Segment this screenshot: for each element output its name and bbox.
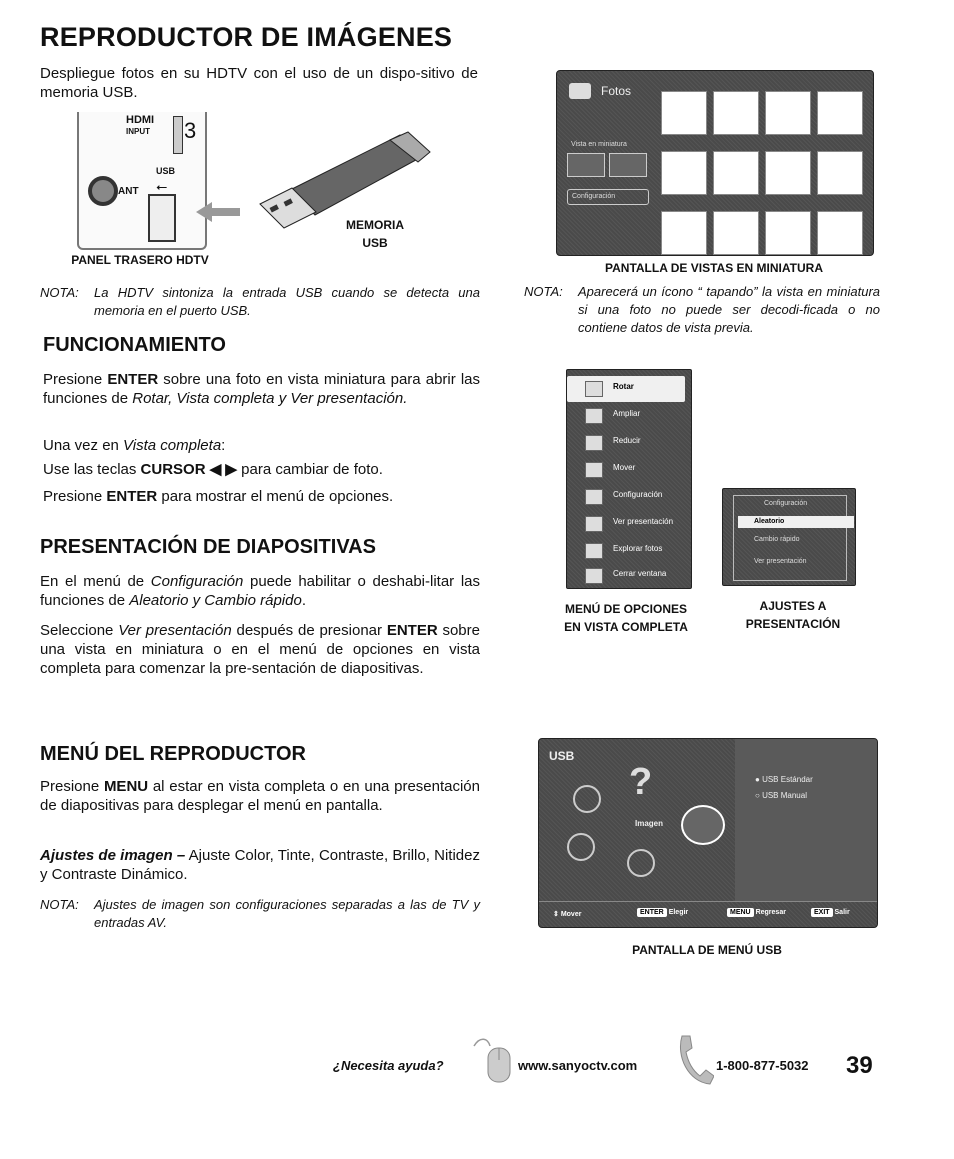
footer-exit: EXIT Salir	[811, 908, 850, 917]
picture-settings-icon[interactable]	[573, 785, 601, 813]
footer-menu: MENU Regresar	[727, 908, 786, 917]
view-label: Vista en miniatura	[571, 141, 627, 148]
hdmi-port	[173, 116, 183, 154]
arrow-head-icon	[196, 202, 212, 222]
close-icon	[585, 568, 603, 584]
help-text: ¿Necesita ayuda?	[333, 1058, 444, 1073]
thumbnail-title: Fotos	[601, 84, 632, 98]
thumbnail[interactable]	[661, 91, 707, 135]
hdmi-number: 3	[184, 118, 197, 143]
usb-selected-icon[interactable]	[681, 805, 725, 845]
heading-menu-reproductor: MENÚ DEL REPRODUCTOR	[40, 743, 306, 765]
audio-icon[interactable]	[627, 849, 655, 877]
usb-port	[148, 194, 176, 242]
note-right: NOTA: Aparecerá un ícono “ tapando” la vista en miniatura si una foto no puede ser decodi-ficada o no contiene datos de vista previa.	[524, 284, 880, 335]
usb-stick-icon	[250, 130, 440, 230]
heading-funcionamiento: FUNCIONAMIENTO	[43, 334, 226, 356]
menu-item-ampliar[interactable]: Ampliar	[567, 403, 685, 429]
ant-label: ANT	[118, 186, 139, 197]
funcionamiento-p1: Presione ENTER sobre una foto en vista miniatura para abrir las funciones de Rotar, Vista completa y Ver presentación.	[43, 371, 481, 407]
ant-connector-icon	[88, 176, 118, 206]
insert-arrow-icon	[210, 208, 240, 216]
usb-symbol-icon: ⭠	[156, 178, 168, 194]
funcionamiento-p3: Use las teclas CURSOR ◀ ▶ para cambiar de foto.	[43, 461, 383, 478]
menu-item-configuracion[interactable]: Configuración	[567, 484, 685, 510]
usb-menu-caption: PANTALLA DE MENÚ USB	[632, 943, 782, 957]
options-menu-screen	[566, 369, 692, 589]
camera-icon	[569, 83, 591, 99]
thumbnail[interactable]	[713, 151, 759, 195]
hdmi-label: HDMI INPUT	[126, 114, 155, 136]
setting-cambio-rapido[interactable]: Cambio rápido	[754, 536, 800, 543]
phone-icon	[674, 1032, 714, 1086]
setting-aleatorio[interactable]: Aleatorio	[738, 516, 854, 528]
thumbnail[interactable]	[765, 211, 811, 255]
thumbnail[interactable]	[713, 211, 759, 255]
thumbnail[interactable]	[765, 91, 811, 135]
usb-center-label: Imagen	[635, 819, 664, 828]
rotate-icon	[585, 381, 603, 397]
menu-item-mover[interactable]: Mover	[567, 457, 685, 483]
presentacion-p1: En el menú de Configuración puede habilitar o deshabi-litar las funciones de Aleatorio y Cambio rápido.	[40, 573, 480, 609]
mouse-icon	[470, 1036, 514, 1086]
view-button-1[interactable]	[567, 153, 605, 177]
tv-panel-caption: PANEL TRASERO HDTV	[71, 253, 209, 267]
usb-footer-bar	[539, 901, 877, 928]
menu-item-rotar[interactable]: Rotar	[567, 376, 685, 402]
setting-ver-presentacion[interactable]: Ver presentación	[754, 558, 807, 565]
slideshow-settings-caption: AJUSTES A PRESENTACIÓN	[745, 599, 841, 631]
menu-reproductor-p1: Presione MENU al estar en vista completa o en una presentación de diapositivas para desplegar el menú en pantalla.	[40, 778, 480, 814]
setup-icon[interactable]	[567, 833, 595, 861]
thumbnail[interactable]	[817, 151, 863, 195]
page-title: REPRODUCTOR DE IMÁGENES	[40, 22, 453, 52]
website-link[interactable]: www.sanyoctv.com	[518, 1058, 638, 1073]
memory-usb-caption: MEMORIA USB	[346, 218, 404, 250]
config-button[interactable]: Configuración	[567, 189, 649, 205]
usb-label: USB	[156, 166, 176, 176]
heading-presentacion: PRESENTACIÓN DE DIAPOSITIVAS	[40, 536, 376, 558]
slideshow-settings-screen	[722, 488, 856, 586]
menu-reproductor-p2: Ajustes de imagen – Ajuste Color, Tinte, Contraste, Brillo, Nitidez y Contraste Dinámico.	[40, 847, 480, 883]
thumbnail-screen	[556, 70, 874, 256]
funcionamiento-p2: Una vez en Vista completa:	[43, 437, 226, 454]
settings-title: Configuración	[764, 500, 808, 507]
menu-item-reducir[interactable]: Reducir	[567, 430, 685, 456]
options-menu-caption: MENÚ DE OPCIONES EN VISTA COMPLETA	[564, 602, 688, 634]
usb-menu-title: USB	[549, 749, 575, 763]
settings-icon	[585, 489, 603, 505]
thumbnail[interactable]	[817, 91, 863, 135]
help-question-icon[interactable]: ?	[629, 761, 653, 803]
thumbnail[interactable]	[661, 211, 707, 255]
usb-options-panel	[735, 739, 877, 901]
grid-icon	[585, 543, 603, 559]
tv-back-panel-figure	[60, 110, 480, 260]
presentacion-p2: Seleccione Ver presentación después de presionar ENTER sobre una vista en miniatura o en el menú de opciones en vista completa para comenzar la pre-sentación de diapositivas.	[40, 622, 480, 677]
slideshow-icon	[585, 516, 603, 532]
usb-menu-screen	[538, 738, 878, 928]
phone-number: 1-800-877-5032	[716, 1058, 809, 1073]
move-icon	[585, 462, 603, 478]
thumbnail[interactable]	[817, 211, 863, 255]
thumbnail-caption: PANTALLA DE VISTAS EN MINIATURA	[605, 261, 823, 275]
thumbnail[interactable]	[661, 151, 707, 195]
page-number: 39	[846, 1052, 873, 1079]
usb-option-standard[interactable]: ● USB Estándar	[755, 775, 813, 784]
menu-item-cerrar-ventana[interactable]: Cerrar ventana	[567, 563, 685, 589]
funcionamiento-p4: Presione ENTER para mostrar el menú de opciones.	[43, 488, 394, 505]
settings-dialog	[733, 495, 847, 581]
note-bottom: NOTA: Ajustes de imagen son configuraciones separadas a las de TV y entradas AV.	[40, 897, 480, 930]
note-left: NOTA: La HDTV sintoniza la entrada USB cuando se detecta una memoria en el puerto USB.	[40, 285, 480, 318]
view-button-2[interactable]	[609, 153, 647, 177]
thumbnail[interactable]	[765, 151, 811, 195]
footer-move: ⇕ Mover	[553, 911, 582, 918]
usb-option-manual[interactable]: ○ USB Manual	[755, 791, 807, 800]
thumbnail[interactable]	[713, 91, 759, 135]
menu-item-ver-presentacion[interactable]: Ver presentación	[567, 511, 685, 537]
menu-item-explorar-fotos[interactable]: Explorar fotos	[567, 538, 685, 564]
intro-text: Despliegue fotos en su HDTV con el uso de un dispo-sitivo de memoria USB.	[40, 65, 478, 101]
zoom-in-icon	[585, 408, 603, 424]
zoom-out-icon	[585, 435, 603, 451]
footer-enter: ENTER Elegir	[637, 908, 688, 917]
